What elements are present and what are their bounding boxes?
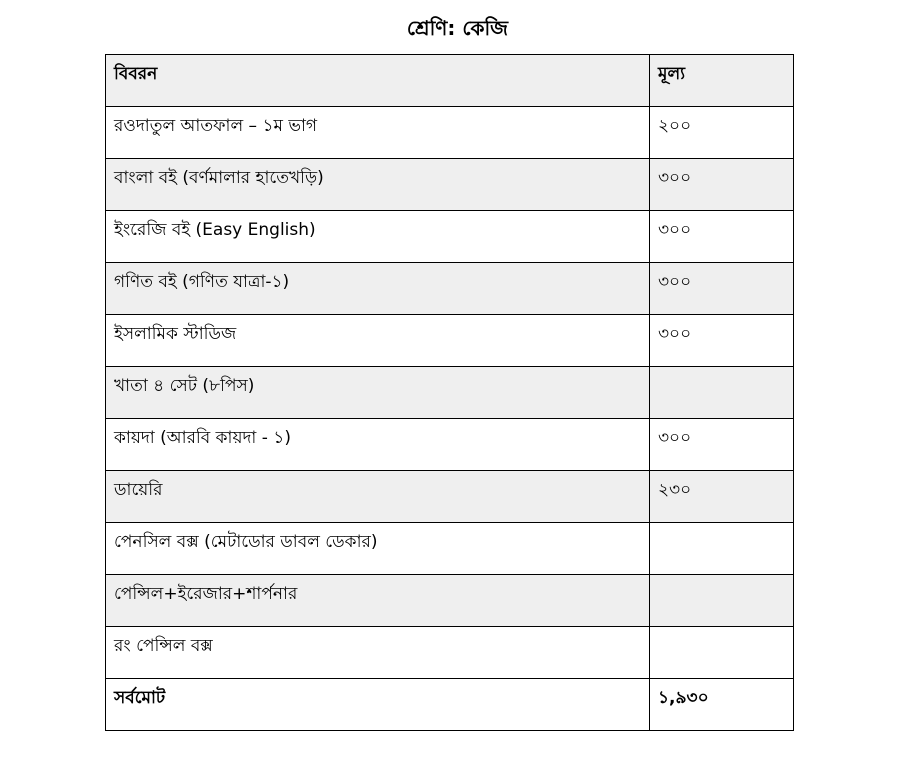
item-price: ২৩০ xyxy=(650,471,794,523)
table-row xyxy=(106,263,794,315)
item-price: ৩০০ xyxy=(650,211,794,263)
item-description: পেন্সিল+ইরেজার+শার্পনার xyxy=(106,575,650,627)
item-price: ৩০০ xyxy=(650,419,794,471)
item-price xyxy=(650,367,794,419)
table-header-row xyxy=(106,55,794,107)
item-description: পেনসিল বক্স (মেটাডোর ডাবল ডেকার) xyxy=(106,523,650,575)
table-row xyxy=(106,419,794,471)
item-description: রং পেন্সিল বক্স xyxy=(106,627,650,679)
item-description: কায়দা (আরবি কায়দা - ১) xyxy=(106,419,650,471)
price-table xyxy=(105,54,794,731)
item-description: গণিত বই (গণিত যাত্রা-১) xyxy=(106,263,650,315)
item-price xyxy=(650,627,794,679)
item-description: ডায়েরি xyxy=(106,471,650,523)
description-column-header: বিবরন xyxy=(106,55,650,107)
item-price xyxy=(650,575,794,627)
price-column-header: মূল্য xyxy=(650,55,794,107)
total-row xyxy=(106,679,794,731)
total-value: ১,৯৩০ xyxy=(650,679,794,731)
table-row xyxy=(106,575,794,627)
table-row xyxy=(106,523,794,575)
page-title: শ্রেণি: কেজি xyxy=(406,16,509,40)
item-price: ৩০০ xyxy=(650,159,794,211)
item-price: ২০০ xyxy=(650,107,794,159)
table-row xyxy=(106,627,794,679)
item-price: ৩০০ xyxy=(650,315,794,367)
item-price xyxy=(650,523,794,575)
table-row xyxy=(106,107,794,159)
item-description: খাতা ৪ সেট (৮পিস) xyxy=(106,367,650,419)
item-description: ইসলামিক স্টাডিজ xyxy=(106,315,650,367)
table-row xyxy=(106,367,794,419)
total-label: সর্বমোট xyxy=(106,679,650,731)
item-price: ৩০০ xyxy=(650,263,794,315)
item-description: রওদাতুল আতফাল – ১ম ভাগ xyxy=(106,107,650,159)
table-row xyxy=(106,159,794,211)
table-row xyxy=(106,211,794,263)
table-row xyxy=(106,315,794,367)
item-description: বাংলা বই (বর্ণমালার হাতেখড়ি) xyxy=(106,159,650,211)
table-row xyxy=(106,471,794,523)
item-description: ইংরেজি বই (Easy English) xyxy=(106,211,650,263)
